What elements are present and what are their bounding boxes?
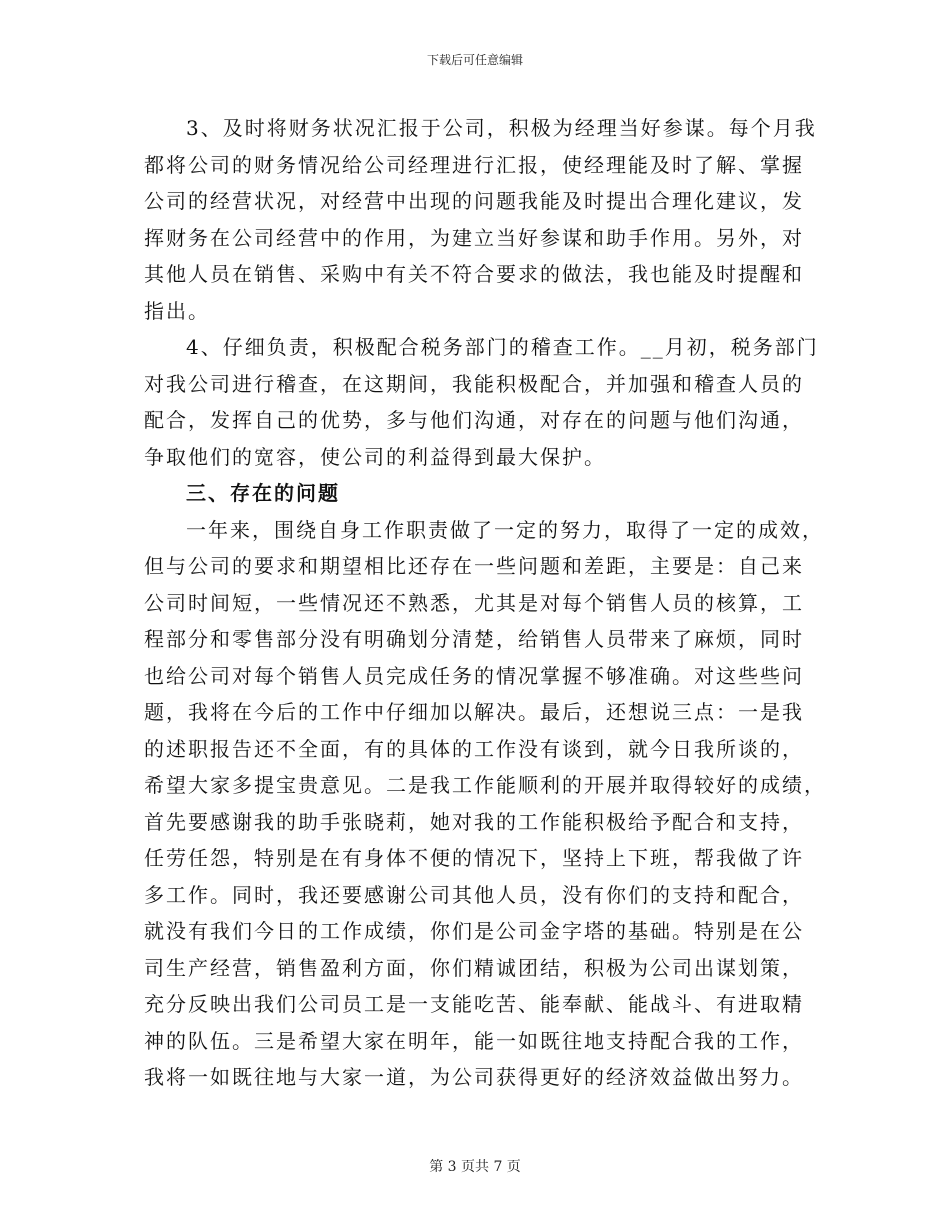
text-line: 对我公司进行稽查，在这期间，我能积极配合，并加强和稽查人员的 [144, 371, 804, 396]
text-line: 3、及时将财务状况汇报于公司，积极为经理当好参谋。每个月我 [186, 116, 817, 140]
text-line: 公司时间短，一些情况还不熟悉，尤其是对每个销售人员的核算，工 [144, 590, 804, 615]
text-line: 程部分和零售部分没有明确划分清楚，给销售人员带来了麻烦，同时 [144, 627, 804, 651]
paragraph-existing-problems [144, 512, 826, 1096]
text-line: 都将公司的财务情况给公司经理进行汇报，使经理能及时了解、掌握 [144, 152, 804, 177]
page-number: 第 3 页共 7 页 [429, 1159, 521, 1175]
text-line: 题，我将在今后的工作中仔细加以解决。最后，还想说三点：一是我 [144, 700, 804, 724]
paragraph-item-3 [144, 110, 817, 329]
text-line: 争取他们的宽容，使公司的利益得到最大保护。 [144, 444, 606, 469]
text-line: 充分反映出我们公司员工是一支能吃苦、能奉献、能战斗、有进取精 [144, 992, 804, 1016]
text-line: 其他人员在销售、采购中有关不符合要求的做法，我也能及时提醒和 [144, 262, 804, 286]
text-line: 司生产经营，销售盈利方面，你们精诚团结，积极为公司出谋划策， [144, 955, 804, 980]
text-line: 也给公司对每个销售人员完成任务的情况掌握不够准确。对这些些问 [144, 663, 804, 688]
text-line: 挥财务在公司经营中的作用，为建立当好参谋和助手作用。另外，对 [144, 225, 804, 250]
page-header-note: 下载后可任意编辑 [426, 53, 523, 67]
text-line: 配合，发挥自己的优势，多与他们沟通，对存在的问题与他们沟通， [144, 408, 804, 432]
paragraph-item-4 [144, 329, 819, 475]
text-line: 多工作。同时，我还要感谢公司其他人员，没有你们的支持和配合， [144, 882, 804, 907]
text-line: 希望大家多提宝贵意见。二是我工作能顺利的开展并取得较好的成绩， [144, 773, 826, 797]
text-line: 神的队伍。三是希望大家在明年，能一如既往地支持配合我的工作， [144, 1028, 804, 1053]
text-line: 就没有我们今日的工作成绩，你们是公司金字塔的基础。特别是在公 [144, 919, 804, 943]
text-line: 4、仔细负责，积极配合税务部门的稽查工作。__月初，税务部门 [186, 335, 819, 359]
text-line: 的述职报告还不全面，有的具体的工作没有谈到，就今日我所谈的， [144, 736, 804, 761]
text-line: 首先要感谢我的助手张晓莉，她对我的工作能积极给予配合和支持， [144, 809, 804, 834]
text-line: 我将一如既往地与大家一道，为公司获得更好的经济效益做出努力。 [144, 1065, 804, 1089]
text-line: 公司的经营状况，对经营中出现的问题我能及时提出合理化建议，发 [144, 189, 804, 213]
section-heading: 三、存在的问题 [186, 481, 340, 505]
text-line: 一年来，围绕自身工作职责做了一定的努力，取得了一定的成效， [186, 517, 824, 542]
document-body [144, 110, 826, 1096]
text-line: 任劳任怨，特别是在有身体不便的情况下，坚持上下班，帮我做了许 [144, 846, 804, 870]
text-line: 但与公司的要求和期望相比还存在一些问题和差距，主要是：自己来 [144, 554, 804, 578]
text-line: 指出。 [144, 298, 210, 323]
